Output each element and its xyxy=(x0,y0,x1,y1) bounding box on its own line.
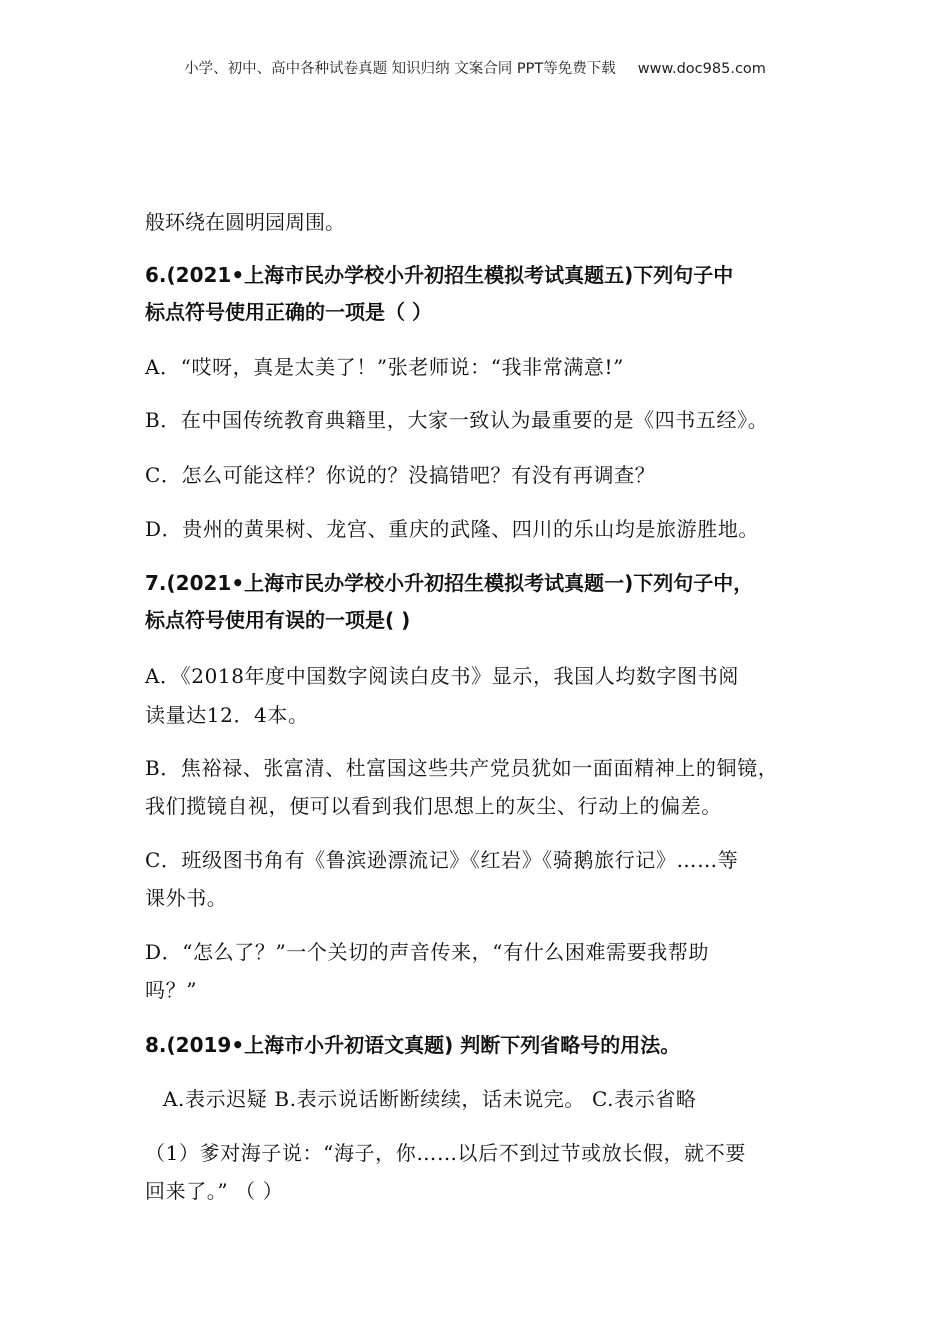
header-url[interactable]: www.doc985.com xyxy=(637,61,766,77)
page-header xyxy=(0,57,950,78)
question-6-option-a: A．“哎呀，真是太美了！”张老师说：“我非常满意!” xyxy=(145,355,624,379)
header-text: 小学、初中、高中各种试卷真题 知识归纳 文案合同 PPT等免费下载 xyxy=(184,61,616,77)
text-line-continuation: 般环绕在圆明园周围。 xyxy=(145,210,345,234)
question-8-item-1-cont: 回来了。” （ ） xyxy=(145,1179,284,1203)
question-6-title-cont: 标点符号使用正确的一项是（ ） xyxy=(145,300,432,324)
question-8-title: 8.(2019•上海市小升初语文真题) 判断下列省略号的用法。 xyxy=(145,1033,681,1057)
question-7-option-a: A．《2018年度中国数字阅读白皮书》显示，我国人均数字图书阅 xyxy=(145,664,739,688)
question-7-title: 7.(2021•上海市民办学校小升初招生模拟考试真题一)下列句子中， xyxy=(145,571,754,595)
question-7-title-cont: 标点符号使用有误的一项是( ) xyxy=(145,608,411,632)
question-8-options: A.表示迟疑 B.表示说话断断续续，话未说完。 C.表示省略 xyxy=(163,1087,697,1111)
question-7-option-b: B．焦裕禄、张富清、杜富国这些共产党员犹如一面面精神上的铜镜， xyxy=(145,756,779,780)
question-7-option-d: D．“怎么了？”一个关切的声音传来，“有什么困难需要我帮助 xyxy=(145,940,710,964)
question-7-option-b-cont: 我们揽镜自视，便可以看到我们思想上的灰尘、行动上的偏差。 xyxy=(145,794,722,818)
question-7-option-d-cont: 吗？” xyxy=(145,978,198,1002)
question-6-title: 6.(2021•上海市民办学校小升初招生模拟考试真题五)下列句子中 xyxy=(145,263,734,287)
question-6-option-c: C．怎么可能这样？你说的？没搞错吧？有没有再调查？ xyxy=(145,463,656,487)
question-6-option-b: B．在中国传统教育典籍里，大家一致认为最重要的是《四书五经》。 xyxy=(145,408,769,432)
question-6-option-d: D．贵州的黄果树、龙宫、重庆的武隆、四川的乐山均是旅游胜地。 xyxy=(145,517,760,541)
question-7-option-c: C．班级图书角有《鲁滨逊漂流记》《红岩》《骑鹅旅行记》……等 xyxy=(145,848,739,872)
question-7-option-a-cont: 读量达12．4本。 xyxy=(145,703,309,727)
question-7-option-c-cont: 课外书。 xyxy=(145,886,228,910)
question-8-item-1: （1）爹对海子说：“海子，你……以后不到过节或放长假，就不要 xyxy=(145,1141,746,1165)
